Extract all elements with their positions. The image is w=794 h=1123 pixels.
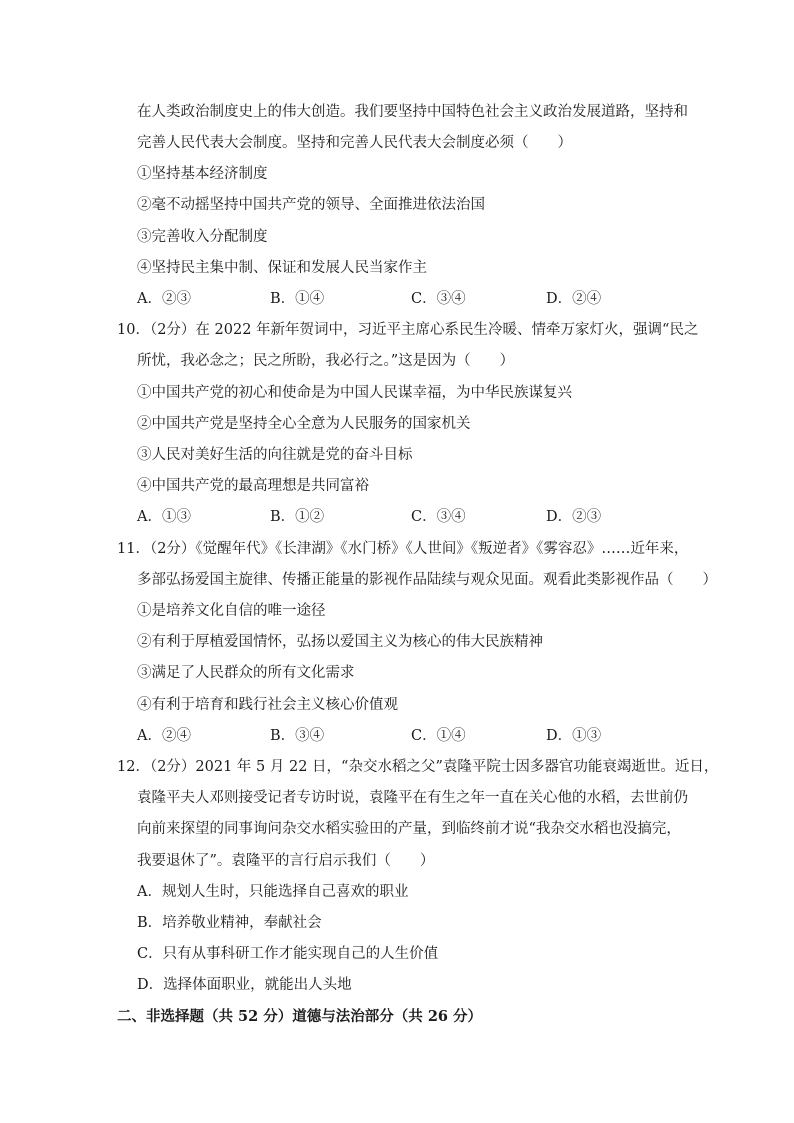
q10-stem-line-1: 10．（2分）在 2022 年新年贺词中，习近平主席心系民生冷暖、情牵万家灯火，强调“民之	[117, 322, 699, 338]
q9-option-c[interactable]: C．③④	[411, 291, 466, 307]
q12-choice-a[interactable]: A．规划人生时，只能选择自己喜欢的职业	[137, 884, 409, 900]
q10-statement-3: ③人民对美好生活的向往就是党的奋斗目标	[137, 447, 413, 463]
q10-options	[137, 507, 677, 527]
q12-stem-line-2: 袁隆平夫人邓则接受记者专访时说，袁隆平在有生之年一直在关心他的水稻，去世前仍	[137, 790, 688, 806]
q10-statement-1: ①中国共产党的初心和使命是为中国人民谋幸福，为中华民族谋复兴	[137, 385, 572, 401]
q9-statement-1: ①坚持基本经济制度	[137, 166, 268, 182]
q12-choice-c[interactable]: C．只有从事科研工作才能实现自己的人生价值	[137, 946, 439, 962]
q11-statement-3: ③满足了人民群众的所有文化需求	[137, 665, 355, 681]
q11-stem-line-2: 多部弘扬爱国主旋律、传播正能量的影视作品陆续与观众见面。观看此类影视作品（ ）	[137, 572, 717, 588]
q9-option-b[interactable]: B．①④	[270, 291, 325, 307]
q10-option-a[interactable]: A．①③	[137, 509, 191, 525]
q9-option-d[interactable]: D．②④	[546, 291, 602, 307]
q9-statement-4: ④坚持民主集中制、保证和发展人民当家作主	[137, 260, 427, 276]
q11-options	[137, 726, 677, 746]
q9-options	[137, 289, 677, 309]
q11-option-d[interactable]: D．①③	[546, 728, 602, 744]
q10-option-c[interactable]: C．③④	[411, 509, 466, 525]
q9-stem-line-2: 完善人民代表大会制度。坚持和完善人民代表大会制度必须（ ）	[137, 135, 572, 151]
q11-statement-2: ②有利于厚植爱国情怀，弘扬以爱国主义为核心的伟大民族精神	[137, 634, 543, 650]
q11-option-b[interactable]: B．③④	[270, 728, 325, 744]
q12-stem-line-3: 向前来探望的同事询问杂交水稻实验田的产量，到临终前才说“我杂交水稻也没搞完，	[137, 821, 681, 837]
q10-option-d[interactable]: D．②③	[546, 509, 602, 525]
q12-choice-d[interactable]: D．选择体面职业，就能出人头地	[137, 977, 352, 993]
q12-stem-line-1: 12．（2分）2021 年 5 月 22 日，“杂交水稻之父”袁隆平院士因多器官功能衰竭逝世。近日，	[117, 759, 719, 775]
q9-statement-2: ②毫不动摇坚持中国共产党的领导、全面推进依法治国	[137, 197, 485, 213]
q9-statement-3: ③完善收入分配制度	[137, 229, 268, 245]
q11-option-c[interactable]: C．①④	[411, 728, 466, 744]
q10-stem-line-2: 所忧，我必念之；民之所盼，我必行之。”这是因为（ ）	[137, 353, 515, 369]
q11-stem-line-1: 11．（2分）《觉醒年代》《长津湖》《水门桥》《人世间》《叛逆者》《雾容忍》……近年来，	[117, 541, 689, 557]
section-heading: 二、非选择题（共 52 分）道德与法治部分（共 26 分）	[117, 1008, 483, 1025]
q9-option-a[interactable]: A．②③	[137, 291, 191, 307]
q11-statement-4: ④有利于培育和践行社会主义核心价值观	[137, 697, 398, 713]
q10-statement-4: ④中国共产党的最高理想是共同富裕	[137, 478, 369, 494]
q12-stem-line-4: 我要退休了”。袁隆平的言行启示我们（ ）	[137, 853, 435, 869]
q9-stem-line-1: 在人类政治制度史上的伟大创造。我们要坚持中国特色社会主义政治发展道路，坚持和	[137, 104, 688, 120]
q10-option-b[interactable]: B．①②	[270, 509, 325, 525]
q11-statement-1: ①是培养文化自信的唯一途径	[137, 603, 326, 619]
q10-statement-2: ②中国共产党是坚持全心全意为人民服务的国家机关	[137, 416, 471, 432]
q11-option-a[interactable]: A．②④	[137, 728, 191, 744]
q12-choice-b[interactable]: B．培养敬业精神，奉献社会	[137, 915, 322, 931]
